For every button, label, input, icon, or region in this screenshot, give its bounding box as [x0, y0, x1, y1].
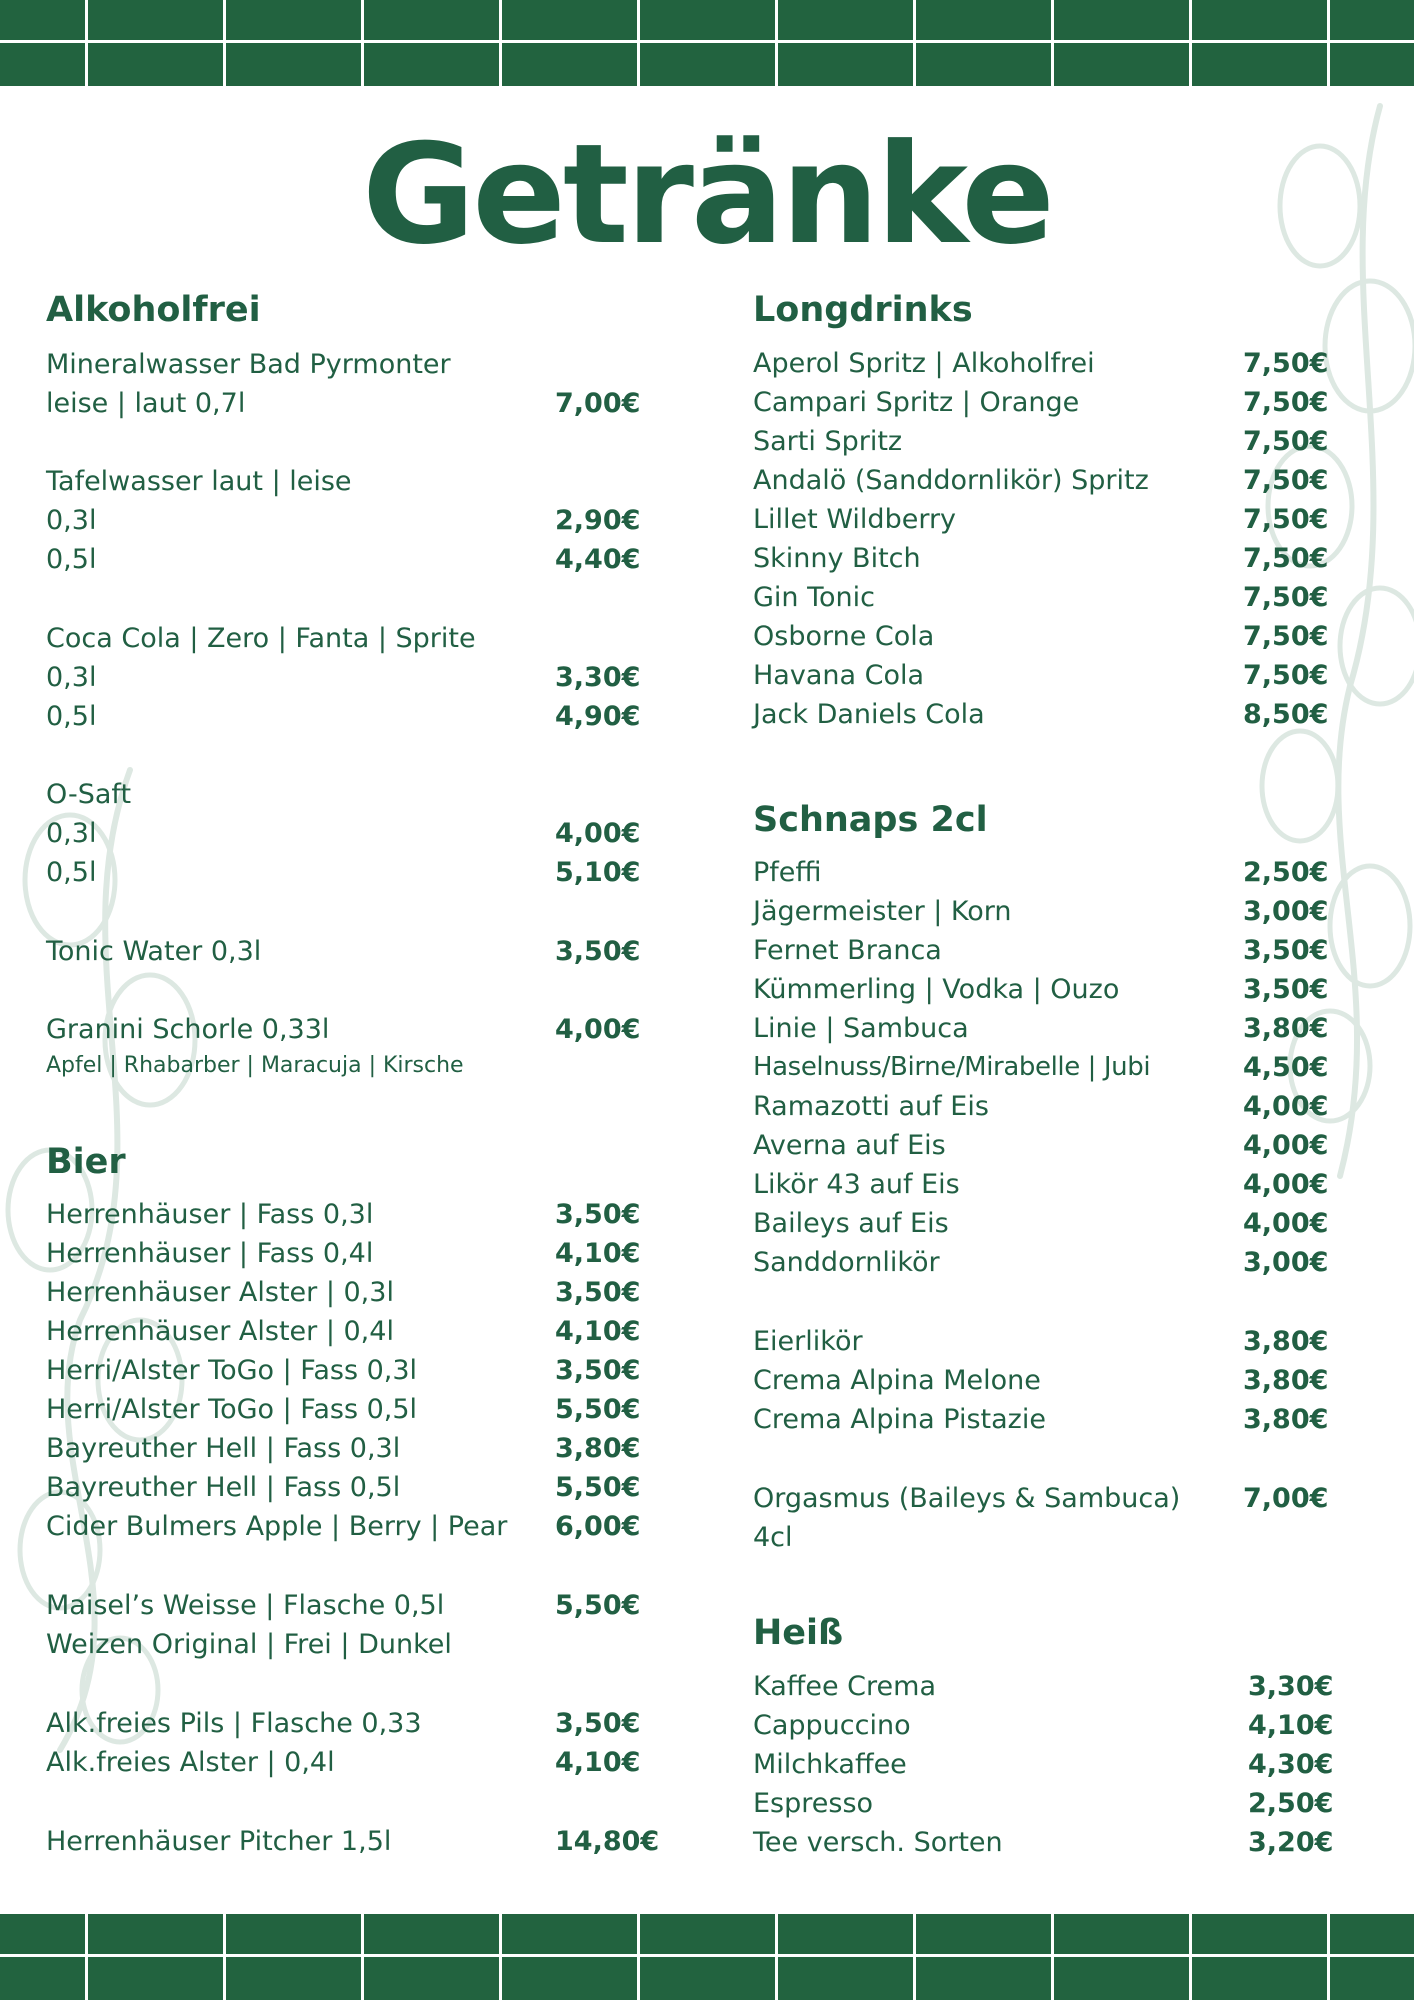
menu-item-price: 4,00€ — [1243, 1169, 1329, 1200]
menu-item-price: 8,50€ — [1243, 699, 1329, 730]
menu-item-price: 4,00€ — [1243, 1208, 1329, 1239]
menu-item-price: 4,10€ — [555, 1316, 641, 1347]
menu-item-name: Herrenhäuser | Fass 0,4l — [46, 1238, 374, 1269]
menu-item-price: 5,10€ — [555, 857, 641, 888]
menu-item-name: O-Saft — [46, 779, 132, 810]
menu-item-price: 5,50€ — [555, 1472, 641, 1503]
menu-item-name: Crema Alpina Melone — [753, 1365, 1041, 1396]
menu-item-name: Tee versch. Sorten — [753, 1827, 1003, 1858]
menu-item-name: Maisel’s Weisse | Flasche 0,5l — [46, 1590, 445, 1621]
menu-item-price: 7,00€ — [555, 388, 641, 419]
menu-item-name: Herri/Alster ToGo | Fass 0,3l — [46, 1355, 418, 1386]
menu-item-price: 14,80€ — [555, 1826, 660, 1857]
menu-item-name: Fernet Branca — [753, 935, 942, 966]
menu-item-name: 0,3l — [46, 818, 97, 849]
menu-item-name: Cider Bulmers Apple | Berry | Pear — [46, 1511, 508, 1542]
section-heading-schnaps: Schnaps 2cl — [753, 800, 988, 840]
menu-item-name: 4cl — [753, 1522, 793, 1553]
menu-item-price: 2,50€ — [1243, 857, 1329, 888]
menu-item-price: 4,40€ — [555, 544, 641, 575]
menu-item-price: 3,80€ — [555, 1433, 641, 1464]
menu-item-price: 2,90€ — [555, 505, 641, 536]
menu-item-price: 3,80€ — [1243, 1404, 1329, 1435]
menu-item-name: 0,3l — [46, 662, 97, 693]
top-tile-border — [0, 0, 1414, 86]
menu-item-price: 3,50€ — [555, 936, 641, 967]
menu-item-price: 3,50€ — [555, 1199, 641, 1230]
menu-item-name: Ramazotti auf Eis — [753, 1091, 989, 1122]
menu-item-name: Herrenhäuser Pitcher 1,5l — [46, 1826, 392, 1857]
menu-item-name: Aperol Spritz | Alkoholfrei — [753, 348, 1095, 379]
menu-item-price: 5,50€ — [555, 1590, 641, 1621]
menu-item-name: Herrenhäuser Alster | 0,3l — [46, 1277, 394, 1308]
menu-item-price: 7,50€ — [1243, 348, 1329, 379]
menu-item-price: 7,50€ — [1243, 465, 1329, 496]
menu-item-price: 3,50€ — [555, 1708, 641, 1739]
menu-item-name: Sanddornlikör — [753, 1247, 940, 1278]
menu-item-name: Skinny Bitch — [753, 543, 921, 574]
section-heading-longdrinks: Longdrinks — [753, 290, 973, 330]
menu-item-price: 4,10€ — [555, 1238, 641, 1269]
menu-item-name: Espresso — [753, 1788, 874, 1819]
menu-item-name: Pfeffi — [753, 857, 822, 888]
menu-item-price: 7,00€ — [1243, 1483, 1329, 1514]
menu-item-price: 3,80€ — [1243, 1326, 1329, 1357]
menu-item-price: 7,50€ — [1243, 504, 1329, 535]
menu-item-name: Gin Tonic — [753, 582, 876, 613]
menu-item-price: 3,00€ — [1243, 896, 1329, 927]
menu-item-price: 4,00€ — [1243, 1091, 1329, 1122]
menu-item-price: 2,50€ — [1248, 1788, 1334, 1819]
menu-item-name: Kaffee Crema — [753, 1671, 937, 1702]
menu-item-name: Alk.freies Pils | Flasche 0,33 — [46, 1708, 422, 1739]
menu-item-price: 3,80€ — [1243, 1365, 1329, 1396]
menu-item-price: 7,50€ — [1243, 621, 1329, 652]
menu-item-name: Tafelwasser laut | leise — [46, 466, 352, 497]
menu-item-name: Andalö (Sanddornlikör) Spritz — [753, 465, 1149, 496]
menu-item-note: Apfel | Rhabarber | Maracuja | Kirsche — [46, 1053, 464, 1078]
menu-item-price: 7,50€ — [1243, 426, 1329, 457]
menu-item-price: 6,00€ — [555, 1511, 641, 1542]
menu-item-name: Coca Cola | Zero | Fanta | Sprite — [46, 623, 476, 654]
menu-item-name: Jack Daniels Cola — [753, 699, 985, 730]
menu-item-price: 4,10€ — [555, 1747, 641, 1778]
menu-item-price: 7,50€ — [1243, 582, 1329, 613]
menu-item-name: Haselnuss/Birne/Mirabelle | Jubi — [753, 1052, 1151, 1082]
menu-item-price: 3,30€ — [1248, 1671, 1334, 1702]
menu-item-name: 0,5l — [46, 857, 97, 888]
menu-item-name: Eierlikör — [753, 1326, 863, 1357]
menu-item-price: 7,50€ — [1243, 543, 1329, 574]
menu-item-price: 3,50€ — [555, 1277, 641, 1308]
menu-item-price: 3,50€ — [1243, 935, 1329, 966]
menu-item-name: Likör 43 auf Eis — [753, 1169, 960, 1200]
menu-item-name: Osborne Cola — [753, 621, 935, 652]
menu-item-price: 3,50€ — [555, 1355, 641, 1386]
menu-item-name: Bayreuther Hell | Fass 0,5l — [46, 1472, 401, 1503]
menu-item-name: Cappuccino — [753, 1710, 911, 1741]
bottom-tile-border — [0, 1914, 1414, 2000]
menu-item-price: 4,90€ — [555, 701, 641, 732]
menu-item-name: Bayreuther Hell | Fass 0,3l — [46, 1433, 401, 1464]
menu-item-price: 4,10€ — [1248, 1710, 1334, 1741]
menu-item-name: Herrenhäuser | Fass 0,3l — [46, 1199, 374, 1230]
menu-item-name: 0,5l — [46, 701, 97, 732]
menu-item-price: 7,50€ — [1243, 660, 1329, 691]
menu-title: Getränke — [362, 114, 1052, 275]
menu-item-name: 0,5l — [46, 544, 97, 575]
menu-item-name: Lillet Wildberry — [753, 504, 957, 535]
menu-item-name: Granini Schorle 0,33l — [46, 1014, 330, 1045]
section-heading-alkoholfrei: Alkoholfrei — [46, 290, 261, 330]
menu-item-price: 5,50€ — [555, 1394, 641, 1425]
menu-item-name: Mineralwasser Bad Pyrmonter — [46, 349, 451, 380]
menu-item-name: Kümmerling | Vodka | Ouzo — [753, 974, 1120, 1005]
menu-item-name: Crema Alpina Pistazie — [753, 1404, 1046, 1435]
menu-item-name: leise | laut 0,7l — [46, 388, 246, 419]
menu-item-name: Baileys auf Eis — [753, 1208, 949, 1239]
menu-item-price: 4,00€ — [555, 1014, 641, 1045]
menu-item-price: 4,00€ — [1243, 1130, 1329, 1161]
menu-item-price: 3,00€ — [1243, 1247, 1329, 1278]
menu-item-name: Havana Cola — [753, 660, 925, 691]
menu-item-price: 3,50€ — [1243, 974, 1329, 1005]
section-heading-bier: Bier — [46, 1142, 126, 1182]
menu-item-name: Linie | Sambuca — [753, 1013, 969, 1044]
menu-item-price: 3,30€ — [555, 662, 641, 693]
section-heading-heiss: Heiß — [753, 1613, 844, 1653]
menu-item-name: Alk.freies Alster | 0,4l — [46, 1747, 335, 1778]
menu-item-name: Tonic Water 0,3l — [46, 936, 262, 967]
menu-item-name: Milchkaffee — [753, 1749, 907, 1780]
menu-item-name: Campari Spritz | Orange — [753, 387, 1080, 418]
menu-item-name: Weizen Original | Frei | Dunkel — [46, 1629, 452, 1660]
menu-item-price: 7,50€ — [1243, 387, 1329, 418]
menu-item-name: Orgasmus (Baileys & Sambuca) — [753, 1483, 1181, 1514]
menu-item-price: 3,80€ — [1243, 1013, 1329, 1044]
menu-item-name: 0,3l — [46, 505, 97, 536]
menu-item-price: 3,20€ — [1248, 1827, 1334, 1858]
menu-item-name: Sarti Spritz — [753, 426, 903, 457]
menu-item-name: Averna auf Eis — [753, 1130, 946, 1161]
menu-item-price: 4,50€ — [1243, 1052, 1329, 1083]
menu-item-name: Herri/Alster ToGo | Fass 0,5l — [46, 1394, 418, 1425]
menu-item-name: Jägermeister | Korn — [753, 896, 1012, 927]
menu-item-price: 4,30€ — [1248, 1749, 1334, 1780]
menu-item-name: Herrenhäuser Alster | 0,4l — [46, 1316, 394, 1347]
menu-item-price: 4,00€ — [555, 818, 641, 849]
